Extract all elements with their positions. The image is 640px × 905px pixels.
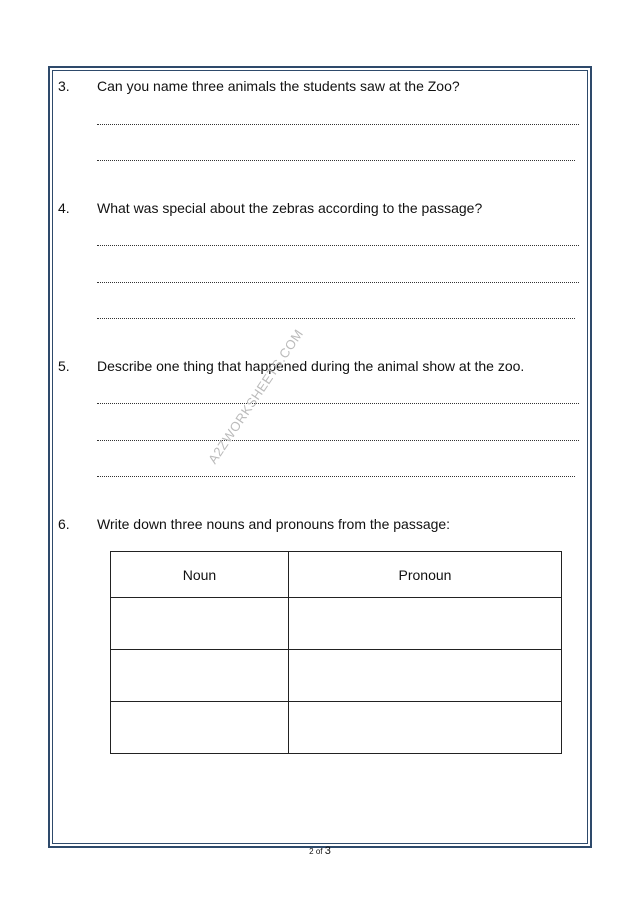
noun-cell[interactable] [111,650,289,702]
question-5-text: Describe one thing that happened during the animal show at the zoo. [97,358,525,374]
question-3-text: Can you name three animals the students saw at the Zoo? [97,78,460,94]
table-header-noun: Noun [111,552,289,598]
table-header-row [111,552,562,598]
page-footer [0,845,640,857]
page-label: 2 of [309,847,323,856]
answer-line[interactable] [97,282,579,283]
question-3-number: 3. [58,78,70,94]
table-row [111,598,562,650]
answer-line[interactable] [97,440,579,441]
question-4-text: What was special about the zebras according to the passage? [97,200,483,216]
question-6-number: 6. [58,516,70,532]
watermark: A2ZWORKSHEETS.COM [205,326,307,467]
question-6-text: Write down three nouns and pronouns from the passage: [97,516,451,532]
pronoun-cell[interactable] [288,598,561,650]
noun-cell[interactable] [111,598,289,650]
answer-line[interactable] [97,160,575,161]
answer-line[interactable] [97,245,579,246]
table-row [111,702,562,754]
pronoun-cell[interactable] [288,650,561,702]
noun-cell[interactable] [111,702,289,754]
table-row [111,650,562,702]
pronoun-cell[interactable] [288,702,561,754]
question-5-number: 5. [58,358,70,374]
table-header-pronoun: Pronoun [288,552,561,598]
answer-line[interactable] [97,403,579,404]
noun-pronoun-table [110,551,562,754]
question-4-number: 4. [58,200,70,216]
answer-line[interactable] [97,476,575,477]
answer-line[interactable] [97,318,575,319]
page-total: 3 [324,845,331,857]
answer-line[interactable] [97,124,579,125]
